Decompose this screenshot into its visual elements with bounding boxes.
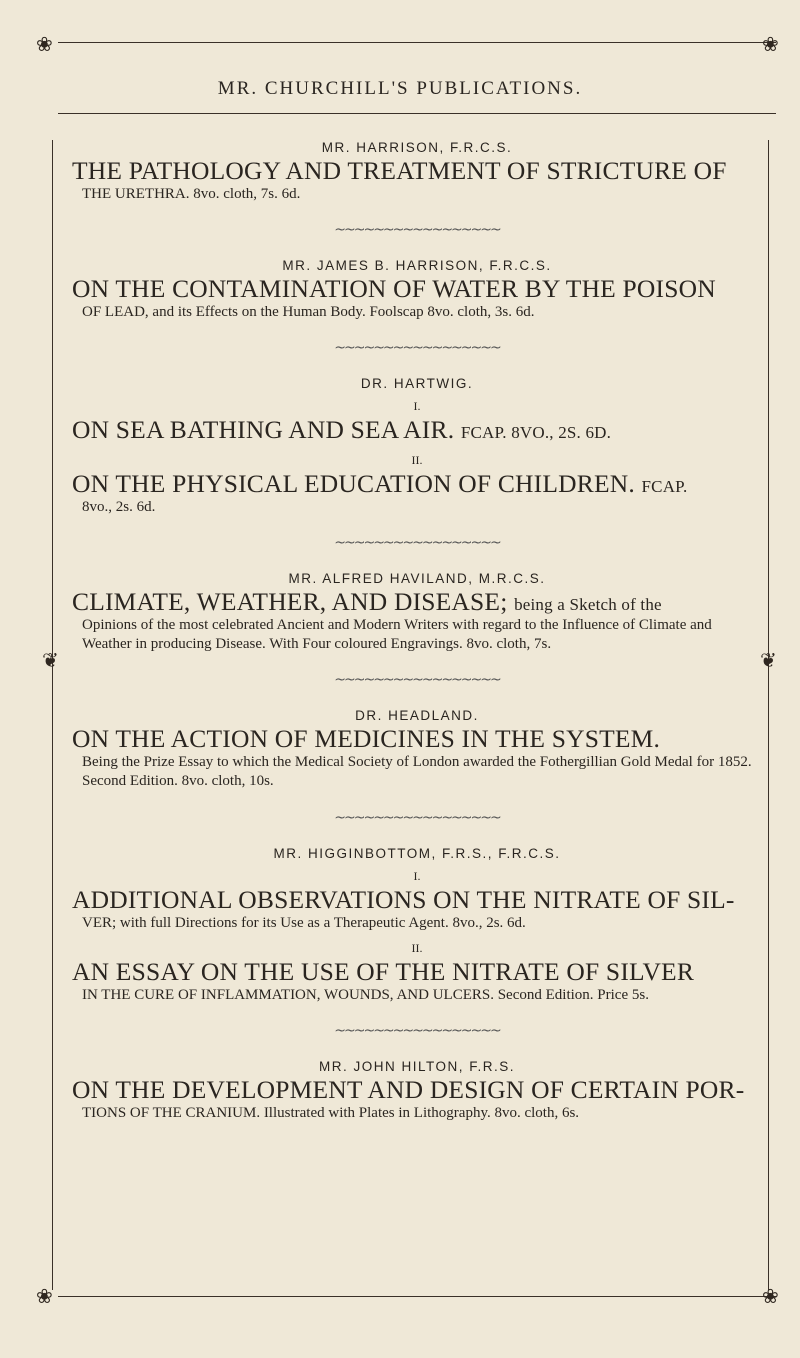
- side-ornament-icon: ❦: [760, 648, 777, 672]
- work-title: AN ESSAY ON THE USE OF THE NITRATE OF SILVER: [72, 956, 695, 986]
- work-title-main: CLIMATE, WEATHER, AND DISEASE;: [72, 586, 508, 616]
- author-name: MR. HARRISON, F.R.C.S.: [321, 140, 513, 155]
- wavy-separator-icon: ~~~~~~~~~~~~~~~~~: [334, 534, 500, 551]
- catalogue-content: [72, 140, 762, 1123]
- catalogue-entry: [72, 376, 762, 516]
- bottom-rule: [58, 1296, 776, 1297]
- work-title: [72, 588, 762, 616]
- side-ornament-icon: ❦: [42, 648, 59, 672]
- right-border: [768, 140, 769, 1290]
- running-head: MR. CHURCHILL'S PUBLICATIONS.: [217, 78, 583, 99]
- work-title: ON THE DEVELOPMENT AND DESIGN OF CERTAIN POR-: [72, 1075, 745, 1105]
- catalogue-entry: [72, 571, 762, 654]
- work-numeral: I.: [413, 399, 421, 414]
- wavy-separator-icon: ~~~~~~~~~~~~~~~~~: [334, 340, 500, 357]
- corner-ornament-icon: ❀: [36, 1284, 53, 1308]
- catalogue-entry: [72, 846, 762, 1005]
- author-name: MR. JAMES B. HARRISON, F.R.C.S.: [282, 258, 552, 274]
- work-description: Being the Prize Essay to which the Medical Society of London awarded the Fothergillian Gold Medal for 1852. Second Edition. 8vo. cloth, 10s.: [82, 754, 752, 790]
- catalogue-entry: [72, 140, 762, 204]
- work-description: THE URETHRA. 8vo. cloth, 7s. 6d.: [82, 186, 301, 203]
- corner-ornament-icon: ❀: [762, 32, 779, 56]
- top-rule: [58, 42, 776, 43]
- work-description: TIONS OF THE CRANIUM. Illustrated with Plates in Lithography. 8vo. cloth, 6s.: [82, 1105, 580, 1122]
- work-title: ON THE ACTION OF MEDICINES IN THE SYSTEM.: [72, 724, 661, 754]
- work-title: THE PATHOLOGY AND TREATMENT OF STRICTURE OF: [72, 156, 727, 185]
- work-description: IN THE CURE OF INFLAMMATION, WOUNDS, AND ULCERS. Second Edition. Price 5s.: [82, 986, 649, 1003]
- work-numeral: II.: [411, 940, 423, 955]
- work-title: [72, 470, 762, 498]
- work-description: OF LEAD, and its Effects on the Human Body. Foolscap 8vo. cloth, 3s. 6d.: [82, 304, 535, 321]
- author-name: MR. JOHN HILTON, F.R.S.: [318, 1059, 515, 1075]
- work-title-suffix: FCAP.: [641, 476, 688, 496]
- work-title-main: ON SEA BATHING AND SEA AIR.: [72, 415, 455, 445]
- work-numeral: I.: [413, 868, 421, 883]
- work-description: 8vo., 2s. 6d.: [82, 498, 156, 515]
- left-border: [52, 140, 53, 1290]
- wavy-separator-icon: ~~~~~~~~~~~~~~~~~: [334, 1023, 500, 1040]
- work-title: ADDITIONAL OBSERVATIONS ON THE NITRATE OF SIL-: [72, 884, 735, 914]
- author-name: DR. HEADLAND.: [355, 708, 479, 724]
- catalogue-entry: [72, 258, 762, 322]
- corner-ornament-icon: ❀: [36, 32, 53, 56]
- work-title-suffix: being a Sketch of the: [514, 594, 662, 614]
- work-description: Opinions of the most celebrated Ancient and Modern Writers with regard to the Influence of Climate and Weather in producing Disease. With Four coloured Engravings. 8vo. cloth, 7s.: [82, 616, 712, 652]
- catalogue-entry: [72, 1059, 762, 1123]
- author-name: MR. HIGGINBOTTOM, F.R.S., F.R.C.S.: [273, 845, 561, 861]
- work-title-suffix: FCAP. 8VO., 2S. 6D.: [460, 423, 612, 443]
- wavy-separator-icon: ~~~~~~~~~~~~~~~~~: [334, 809, 500, 826]
- wavy-separator-icon: ~~~~~~~~~~~~~~~~~: [334, 222, 500, 239]
- work-title: [72, 416, 762, 444]
- work-title: ON THE CONTAMINATION OF WATER BY THE POISON: [72, 274, 716, 304]
- work-title-main: ON THE PHYSICAL EDUCATION OF CHILDREN.: [72, 468, 635, 498]
- work-description: VER; with full Directions for its Use as a Therapeutic Agent. 8vo., 2s. 6d.: [82, 914, 526, 931]
- author-name: DR. HARTWIG.: [360, 376, 474, 392]
- corner-ornament-icon: ❀: [762, 1284, 779, 1308]
- work-numeral: II.: [411, 452, 423, 467]
- author-name: MR. ALFRED HAVILAND, M.R.C.S.: [288, 570, 546, 586]
- wavy-separator-icon: ~~~~~~~~~~~~~~~~~: [334, 672, 500, 689]
- head-rule: [58, 113, 776, 114]
- catalogue-entry: [72, 708, 762, 791]
